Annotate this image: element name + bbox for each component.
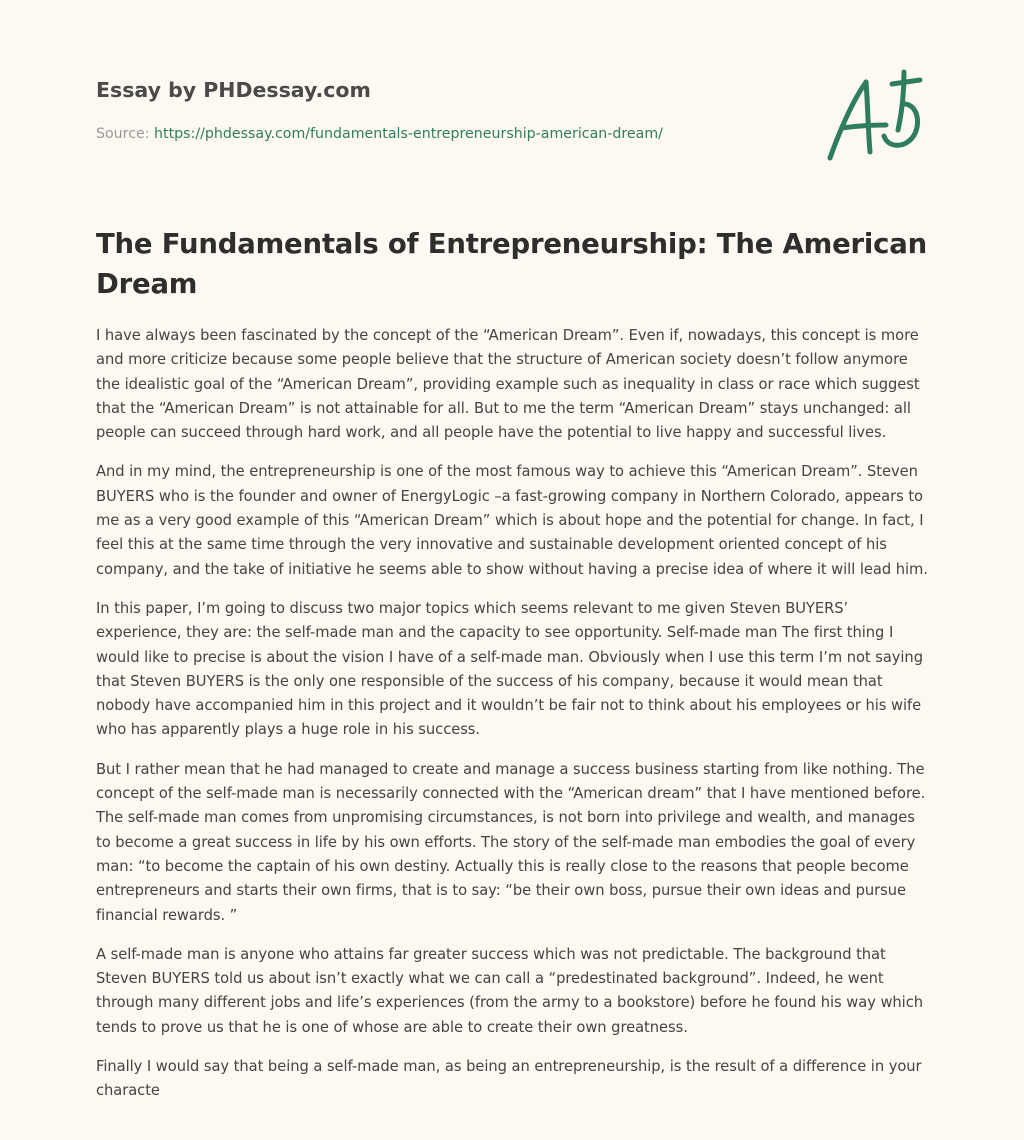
- essay-body: [96, 324, 932, 1119]
- essay-paragraph: A self-made man is anyone who attains far greater success which was not predictable. The background that Steven BUYERS told us about isn’t exactly what we can call a “predestinated background”. Indeed, he went through many different jobs and life’s experiences (from the army to a bookstore) before he found his way which tends to prove us that he is one of whose are able to create their own greatness.: [96, 945, 923, 1036]
- source-line: [96, 124, 796, 144]
- essay-paragraph: And in my mind, the entrepreneurship is one of the most famous way to achieve this “American Dream”. Steven BUYERS who is the founder and owner of EnergyLogic –a fast-growing company in Northern Colorado, appears to me as a very good example of this “American Dream” which is about hope and the potential for change. In fact, I feel this at the same time through the very innovative and sustainable development oriented concept of his company, and the take of initiative he seems able to show without having a precise idea of where it will lead him.: [96, 463, 928, 578]
- essay-paragraph: But I rather mean that he had managed to create and manage a success business starting from like nothing. The concept of the self-made man is necessarily connected with the “American dream” that I have mentioned before. The self-made man comes from unpromising circumstances, is not born into privilege and wealth, and manages to become a great success in life by his own efforts. The story of the self-made man embodies the goal of every man: “to become the captain of his own destiny. Actually this is really close to the reasons that people become entrepreneurs and starts their own firms, that is to say: “be their own boss, pursue their own ideas and pursue financial rewards. ”: [96, 760, 926, 924]
- essay-paragraph: In this paper, I’m going to discuss two major topics which seems relevant to me given Steven BUYERS’ experience, they are: the self-made man and the capacity to see opportunity. Self-made man The first thing I would like to precise is about the vision I have of a self-made man. Obviously when I use this term I’m not saying that Steven BUYERS is the only one responsible of the success of his company, because it would mean that nobody have accompanied him in this project and it wouldn’t be fair not to think about his employees or his wife who has apparently plays a huge role in his success.: [96, 599, 923, 739]
- a-plus-logo-icon: [818, 68, 930, 164]
- source-link[interactable]: https://phdessay.com/fundamentals-entrepreneurship-american-dream/: [154, 126, 663, 142]
- essay-paragraph: Finally I would say that being a self-made man, as being an entrepreneurship, is the result of a difference in your characte: [96, 1058, 922, 1100]
- brand-title: Essay by PHDessay.com: [96, 78, 371, 102]
- page-header: [96, 76, 796, 144]
- essay-paragraph: I have always been fascinated by the concept of the “American Dream”. Even if, nowadays, this concept is more and more criticize because some people believe that the structure of American society doesn’t follow anymore the idealistic goal of the “American Dream”, providing example such as inequality in class or race which suggest that the “American Dream” is not attainable for all. But to me the term “American Dream” stays unchanged: all people can succeed through hard work, and all people have the potential to live happy and successful lives.: [96, 327, 920, 442]
- source-label: Source:: [96, 126, 155, 142]
- essay-title: The Fundamentals of Entrepreneurship: The American Dream: [96, 228, 927, 300]
